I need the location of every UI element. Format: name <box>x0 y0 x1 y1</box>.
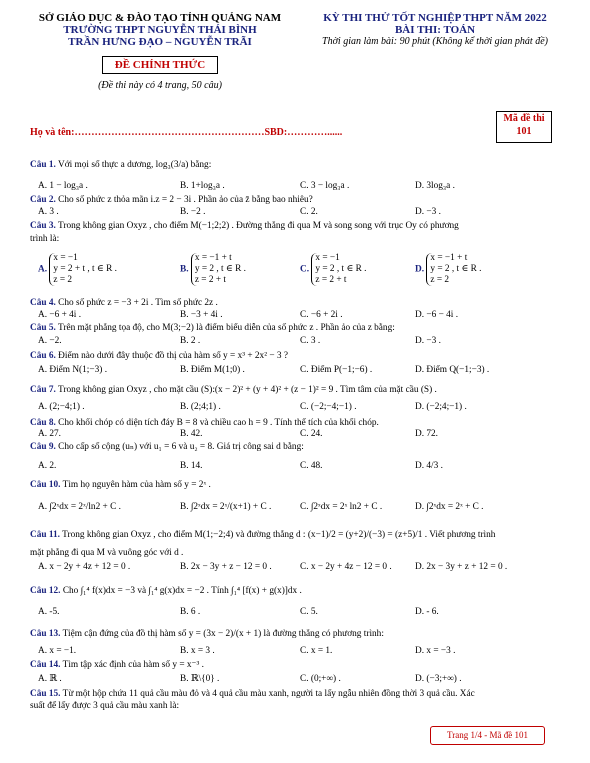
options-row <box>30 561 565 573</box>
question-15 <box>30 688 565 700</box>
equation-system <box>426 253 481 286</box>
question-text: Cho số phức z = −3 + 2i . Tìm số phức 2z . <box>58 298 218 308</box>
question-label: Câu 13. <box>30 629 61 639</box>
question-text: Tiệm cận đứng của đồ thị hàm số y = (3x − 2)/(x + 1) là đường thẳng có phương trình: <box>62 629 384 639</box>
option-a[interactable]: A. −2. <box>38 336 62 346</box>
question-3 <box>30 220 565 232</box>
option-c[interactable]: C. 24. <box>300 429 323 439</box>
eq-line: y = 2 , t ∈ R . <box>194 264 246 274</box>
option-c[interactable]: C. Điểm P(−1;−6) . <box>300 365 373 375</box>
school-header <box>20 12 300 91</box>
option-d[interactable]: D. - 6. <box>415 607 439 617</box>
option-b[interactable]: B. 42. <box>180 429 203 439</box>
question-text: Cho ∫₁⁴ f(x)dx = −3 và ∫₁⁴ g(x)dx = −2 . Tính ∫₁⁴ [f(x) + g(x)]dx . <box>62 586 302 596</box>
option-c[interactable]: C. 3 . <box>300 336 321 346</box>
option-letter: B. <box>180 264 189 275</box>
options-row <box>30 428 565 440</box>
question-text: Tìm tập xác định của hàm số y = x⁻³ . <box>62 660 204 670</box>
question-10 <box>30 479 565 491</box>
option-d[interactable]: D. 4/3 . <box>415 461 443 471</box>
option-d[interactable]: D. −3 . <box>415 336 441 346</box>
eq-line: y = 2 + t , t ∈ R . <box>53 264 117 274</box>
exam-subject: BÀI THI: TOÁN <box>394 24 476 36</box>
page-footer: Trang 1/4 - Mã đề 101 <box>430 726 545 745</box>
eq-line: z = 2 + t <box>315 275 347 285</box>
option-c[interactable]: C. x − 2y + 4z − 12 = 0 . <box>300 562 392 572</box>
option-c[interactable]: C. 3 − log₃a . <box>300 181 350 191</box>
question-label: Câu 8. <box>30 418 56 428</box>
option-b[interactable]: B. Điểm M(1;0) . <box>180 365 245 375</box>
eq-line: x = −1 <box>53 253 78 263</box>
option-a[interactable]: A. 3 . <box>38 207 59 217</box>
option-letter: C. <box>300 264 310 275</box>
options-row <box>30 309 565 321</box>
question-text: Cho số phức z thỏa mãn i.z = 2 − 3i . Phần ảo của z̄ bằng bao nhiêu? <box>58 195 313 205</box>
question-text: Cho khối chóp có diện tích đáy B = 8 và chiều cao h = 9 . Tính thể tích của khối chóp. <box>58 418 379 428</box>
option-a[interactable]: A. x − 2y + 4z + 12 = 0 . <box>38 562 131 572</box>
options-row <box>30 606 565 618</box>
option-c[interactable]: C. −6 + 2i . <box>300 310 343 320</box>
school-name-2: TRẦN HƯNG ĐẠO – NGUYỄN TRÃI <box>68 36 252 48</box>
question-label: Câu 5. <box>30 323 56 333</box>
option-d[interactable]: D. −3 . <box>415 207 441 217</box>
question-text: Trong không gian Oxyz , cho điểm M(1;−2;4) và đường thẳng d : (x−1)/2 = (y+2)/(−3) = (z+5)/1 . Viết phương trình <box>62 530 496 540</box>
question-11 <box>30 529 565 541</box>
option-a[interactable]: A. 27. <box>38 429 61 439</box>
option-c[interactable]: C. ∫2ˣdx = 2ˣ ln2 + C . <box>300 502 383 512</box>
option-d[interactable]: D. (−2;4;−1) . <box>415 402 467 412</box>
option-b[interactable]: B. x = 3 . <box>180 646 215 656</box>
question-3-cont: trình là: <box>30 234 60 244</box>
school-name-1: TRƯỜNG THPT NGUYỄN THÁI BÌNH <box>63 24 257 36</box>
exam-title: KỲ THI THỬ TỐT NGHIỆP THPT NĂM 2022 <box>323 12 547 24</box>
question-label: Câu 2. <box>30 195 56 205</box>
option-c[interactable]: C. x = 1. <box>300 646 333 656</box>
question-4 <box>30 297 565 309</box>
options-row <box>30 335 565 347</box>
options-row <box>30 364 565 376</box>
option-a[interactable]: A. ℝ . <box>38 674 62 684</box>
exam-header <box>296 12 574 47</box>
option-c[interactable] <box>300 253 367 286</box>
options-row <box>30 247 565 289</box>
option-a[interactable]: A. Điểm N(1;−3) . <box>38 365 108 375</box>
question-label: Câu 6. <box>30 351 56 361</box>
page-count-note: (Đề thi này có 4 trang, 50 câu) <box>98 80 222 91</box>
question-12 <box>30 585 565 597</box>
question-2 <box>30 194 565 206</box>
official-badge: ĐỀ CHÍNH THỨC <box>102 56 218 74</box>
question-15-cont: suất để lấy được 3 quả cầu màu xanh là: <box>30 701 180 711</box>
option-d[interactable]: D. (−3;+∞) . <box>415 674 462 684</box>
option-c[interactable]: C. 5. <box>300 607 318 617</box>
option-c[interactable]: C. (−2;−4;−1) . <box>300 402 357 412</box>
option-b[interactable]: B. 2 . <box>180 336 201 346</box>
question-label: Câu 4. <box>30 298 56 308</box>
option-d[interactable]: D. 3log₃a . <box>415 181 455 191</box>
option-d[interactable]: D. 2x − 3y + z + 12 = 0 . <box>415 562 508 572</box>
option-c[interactable]: C. 48. <box>300 461 323 471</box>
question-label: Câu 12. <box>30 586 61 596</box>
eq-line: x = −1 + t <box>194 253 232 263</box>
question-label: Câu 7. <box>30 385 56 395</box>
eq-line: y = 2 , t ∈ R . <box>315 264 367 274</box>
option-a[interactable]: A. (2;−4;1) . <box>38 402 85 412</box>
exam-time: Thời gian làm bài: 90 phút (Không kể thời gian phát đề) <box>322 36 548 47</box>
option-letter: A. <box>38 264 48 275</box>
question-9 <box>30 441 565 453</box>
question-label: Câu 11. <box>30 530 60 540</box>
equation-system <box>311 253 366 286</box>
eq-line: z = 2 <box>53 275 73 285</box>
question-label: Câu 10. <box>30 480 61 490</box>
options-row <box>30 645 565 657</box>
question-text: Cho cấp số cộng (uₙ) với u₁ = 6 và u₂ = 8. Giá trị công sai d bằng: <box>58 442 304 452</box>
question-text: Trong không gian Oxyz , cho điểm M(−1;2;2) . Đường thẳng đi qua M và song song với trục Oy có phương <box>58 221 459 231</box>
options-row <box>30 401 565 413</box>
question-label: Câu 9. <box>30 442 56 452</box>
option-letter: D. <box>415 264 425 275</box>
question-label: Câu 14. <box>30 660 61 670</box>
question-5 <box>30 322 565 334</box>
eq-line: x = −1 <box>315 253 340 263</box>
options-row <box>30 501 565 513</box>
option-a[interactable]: A. ∫2ˣdx = 2ˣ/ln2 + C . <box>38 502 121 512</box>
eq-line: z = 2 <box>430 275 450 285</box>
option-b[interactable]: B. 2x − 3y + z − 12 = 0 . <box>180 562 272 572</box>
question-11-cont: mặt phẳng đi qua M và vuông góc với d . <box>30 548 184 558</box>
question-text: Trên mặt phẳng tọa độ, cho M(3;−2) là điểm biểu diễn của số phức z . Phần ảo của z bằng: <box>58 323 395 333</box>
option-b[interactable]: B. (2;4;1) . <box>180 402 221 412</box>
option-d[interactable] <box>415 253 482 286</box>
option-b[interactable] <box>180 253 246 286</box>
question-13 <box>30 628 565 640</box>
question-text: Điểm nào dưới đây thuộc đồ thị của hàm số y = x³ + 2x² − 3 ? <box>58 351 288 361</box>
options-row <box>30 673 565 685</box>
question-7 <box>30 384 565 396</box>
question-text: Tìm họ nguyên hàm của hàm số y = 2ˣ . <box>62 480 211 490</box>
option-b[interactable]: B. 14. <box>180 461 203 471</box>
option-c[interactable]: C. (0;+∞) . <box>300 674 341 684</box>
question-text: Với mọi số thực a dương, log₃(3/a) bằng: <box>58 160 212 170</box>
eq-line: z = 2 + t <box>194 275 227 285</box>
options-row <box>30 180 565 192</box>
option-b[interactable]: B. 6 . <box>180 607 201 617</box>
eq-line: x = −1 + t <box>430 253 468 263</box>
option-b[interactable]: B. ℝ\{0} . <box>180 674 220 684</box>
option-d[interactable]: D. −6 − 4i . <box>415 310 459 320</box>
exam-code-value: 101 <box>516 126 532 137</box>
equation-system <box>191 253 246 286</box>
option-b[interactable]: B. ∫2ˣdx = 2ˣ/(x+1) + C . <box>180 502 272 512</box>
question-14 <box>30 659 565 671</box>
option-a[interactable]: A. -5. <box>38 607 60 617</box>
option-d[interactable]: D. ∫2ˣdx = 2ˣ + C . <box>415 502 484 512</box>
question-text: Từ một hộp chứa 11 quả cầu màu đỏ và 4 quả cầu màu xanh, người ta lấy ngẫu nhiên đồng thời 3 quả cầu. Xác <box>62 689 475 699</box>
option-a[interactable] <box>38 253 117 286</box>
eq-line: y = 2 , t ∈ R . <box>430 264 482 274</box>
question-6 <box>30 350 565 362</box>
option-b[interactable]: B. 1+log₃a . <box>180 181 225 191</box>
options-row <box>30 206 565 218</box>
question-label: Câu 3. <box>30 221 56 231</box>
student-info-line: Họ và tên:…………………………………………………SBD:…………...... <box>30 127 343 138</box>
option-b[interactable]: B. −3 + 4i . <box>180 310 223 320</box>
question-label: Câu 15. <box>30 689 61 699</box>
question-label: Câu 1. <box>30 160 56 170</box>
option-a[interactable]: A. 1 − log₃a . <box>38 181 88 191</box>
option-a[interactable]: A. x = −1. <box>38 646 77 656</box>
option-d[interactable]: D. Điểm Q(−1;−3) . <box>415 365 490 375</box>
equation-system <box>49 253 117 286</box>
question-text: Trong không gian Oxyz , cho mặt cầu (S):(x − 2)² + (y + 4)² + (z − 1)² = 9 . Tìm tâm của mặt cầu (S) . <box>58 385 437 395</box>
department-name: SỞ GIÁO DỤC & ĐÀO TẠO TỈNH QUẢNG NAM <box>38 12 282 24</box>
option-d[interactable]: D. x = −3 . <box>415 646 456 656</box>
option-c[interactable]: C. 2. <box>300 207 318 217</box>
option-b[interactable]: B. −2 . <box>180 207 206 217</box>
exam-code-box <box>496 111 552 143</box>
exam-code-label: Mã đề thi <box>503 113 545 124</box>
options-row <box>30 460 565 472</box>
option-d[interactable]: D. 72. <box>415 429 438 439</box>
question-1 <box>30 159 565 171</box>
option-a[interactable]: A. −6 + 4i . <box>38 310 82 320</box>
option-a[interactable]: A. 2. <box>38 461 57 471</box>
